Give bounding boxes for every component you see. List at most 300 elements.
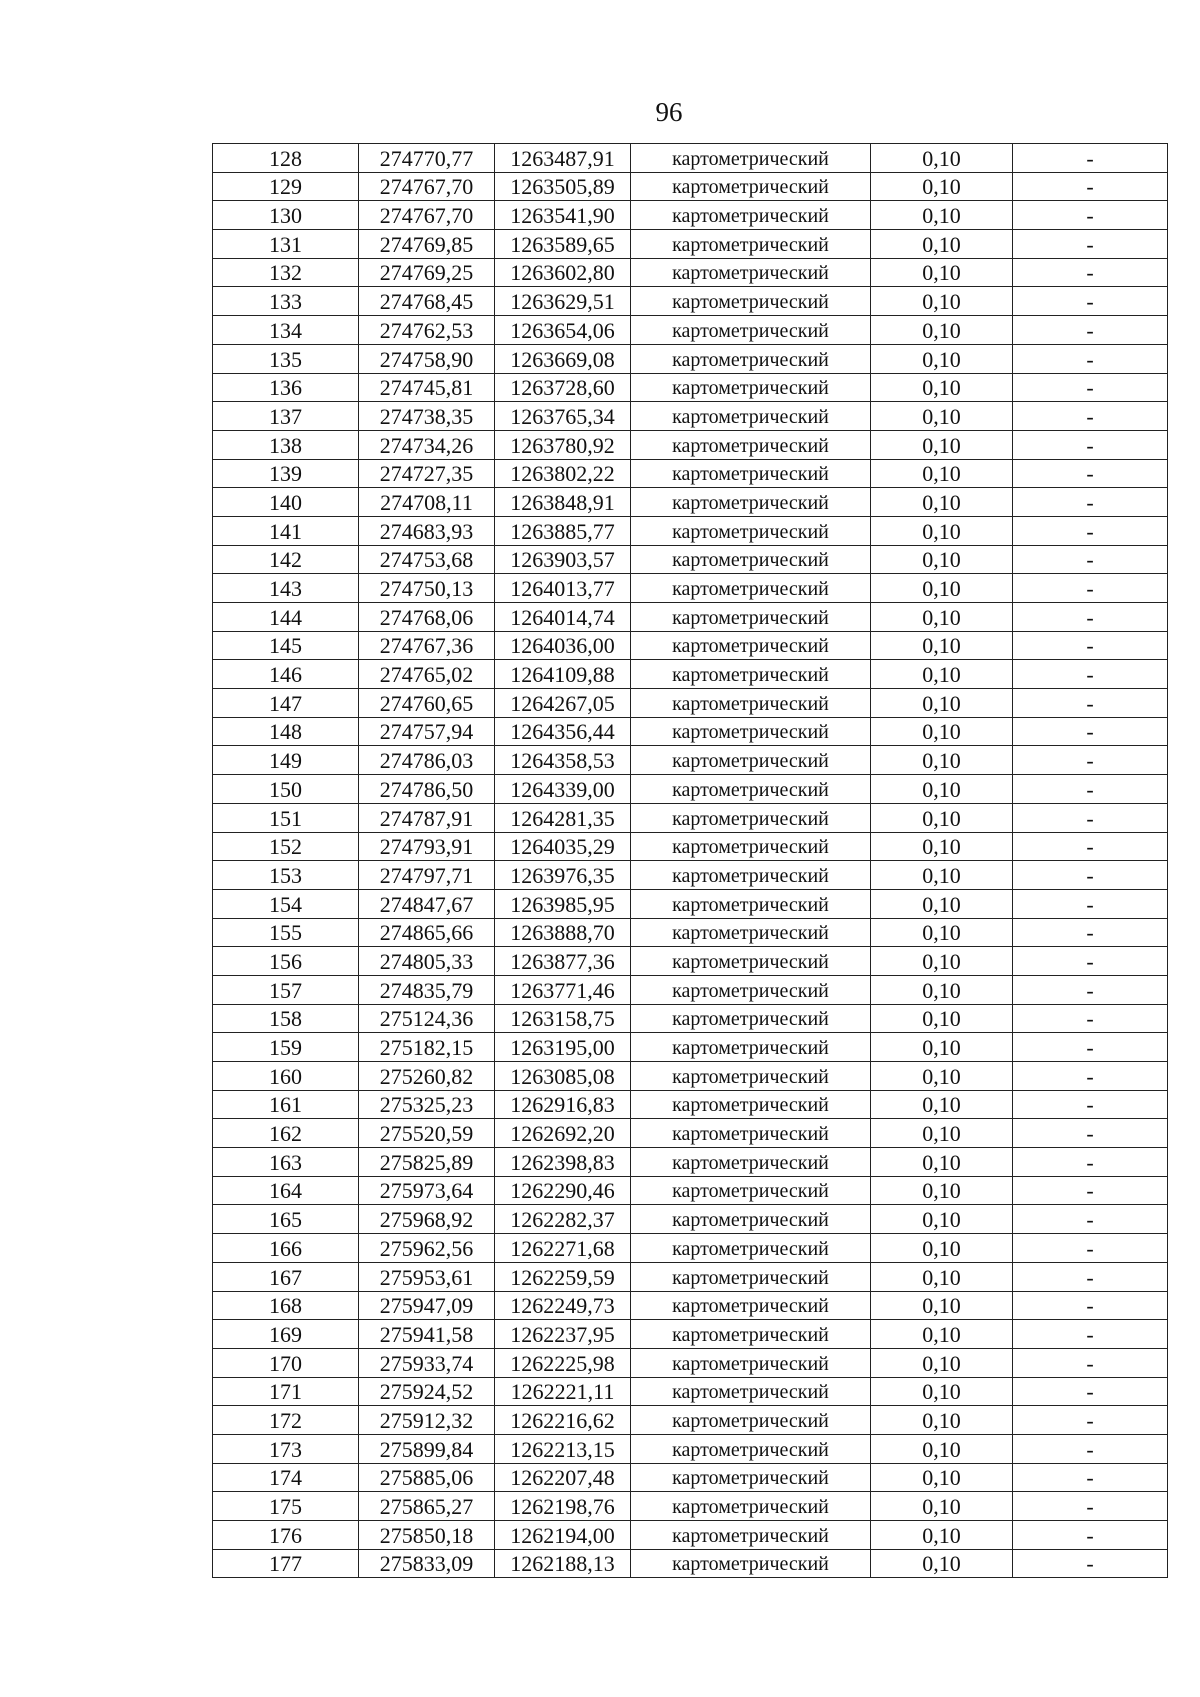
y-coordinate-cell: 1263654,06 xyxy=(495,316,631,345)
accuracy-cell: 0,10 xyxy=(871,287,1013,316)
point-number-cell: 158 xyxy=(213,1004,359,1033)
method-cell: картометрический xyxy=(631,603,871,632)
x-coordinate-cell: 275850,18 xyxy=(359,1521,495,1550)
accuracy-cell: 0,10 xyxy=(871,488,1013,517)
note-cell: - xyxy=(1013,1234,1168,1263)
table-row xyxy=(213,1291,1168,1320)
method-cell: картометрический xyxy=(631,803,871,832)
y-coordinate-cell: 1262916,83 xyxy=(495,1090,631,1119)
y-coordinate-cell: 1263877,36 xyxy=(495,947,631,976)
method-cell: картометрический xyxy=(631,1004,871,1033)
y-coordinate-cell: 1263976,35 xyxy=(495,861,631,890)
table-row xyxy=(213,1004,1168,1033)
y-coordinate-cell: 1264281,35 xyxy=(495,803,631,832)
note-cell: - xyxy=(1013,1262,1168,1291)
method-cell: картометрический xyxy=(631,1377,871,1406)
x-coordinate-cell: 274847,67 xyxy=(359,889,495,918)
note-cell: - xyxy=(1013,947,1168,976)
x-coordinate-cell: 274865,66 xyxy=(359,918,495,947)
method-cell: картометрический xyxy=(631,861,871,890)
note-cell: - xyxy=(1013,1492,1168,1521)
note-cell: - xyxy=(1013,344,1168,373)
method-cell: картометрический xyxy=(631,717,871,746)
note-cell: - xyxy=(1013,574,1168,603)
y-coordinate-cell: 1264267,05 xyxy=(495,689,631,718)
method-cell: картометрический xyxy=(631,316,871,345)
method-cell: картометрический xyxy=(631,344,871,373)
note-cell: - xyxy=(1013,402,1168,431)
note-cell: - xyxy=(1013,316,1168,345)
note-cell: - xyxy=(1013,430,1168,459)
note-cell: - xyxy=(1013,746,1168,775)
method-cell: картометрический xyxy=(631,144,871,173)
x-coordinate-cell: 274767,70 xyxy=(359,172,495,201)
point-number-cell: 172 xyxy=(213,1406,359,1435)
method-cell: картометрический xyxy=(631,1434,871,1463)
note-cell: - xyxy=(1013,717,1168,746)
point-number-cell: 175 xyxy=(213,1492,359,1521)
accuracy-cell: 0,10 xyxy=(871,689,1013,718)
note-cell: - xyxy=(1013,1205,1168,1234)
note-cell: - xyxy=(1013,1176,1168,1205)
y-coordinate-cell: 1262198,76 xyxy=(495,1492,631,1521)
point-number-cell: 167 xyxy=(213,1262,359,1291)
x-coordinate-cell: 275124,36 xyxy=(359,1004,495,1033)
note-cell: - xyxy=(1013,144,1168,173)
x-coordinate-cell: 274787,91 xyxy=(359,803,495,832)
point-number-cell: 156 xyxy=(213,947,359,976)
accuracy-cell: 0,10 xyxy=(871,717,1013,746)
method-cell: картометрический xyxy=(631,1492,871,1521)
table-row xyxy=(213,1176,1168,1205)
y-coordinate-cell: 1263780,92 xyxy=(495,430,631,459)
y-coordinate-cell: 1264358,53 xyxy=(495,746,631,775)
table-row xyxy=(213,1463,1168,1492)
method-cell: картометрический xyxy=(631,287,871,316)
point-number-cell: 170 xyxy=(213,1348,359,1377)
table-row xyxy=(213,1521,1168,1550)
point-number-cell: 159 xyxy=(213,1033,359,1062)
table-row xyxy=(213,918,1168,947)
point-number-cell: 151 xyxy=(213,803,359,832)
y-coordinate-cell: 1263085,08 xyxy=(495,1062,631,1091)
method-cell: картометрический xyxy=(631,660,871,689)
accuracy-cell: 0,10 xyxy=(871,1348,1013,1377)
accuracy-cell: 0,10 xyxy=(871,889,1013,918)
y-coordinate-cell: 1263903,57 xyxy=(495,545,631,574)
accuracy-cell: 0,10 xyxy=(871,172,1013,201)
point-number-cell: 133 xyxy=(213,287,359,316)
accuracy-cell: 0,10 xyxy=(871,545,1013,574)
note-cell: - xyxy=(1013,545,1168,574)
note-cell: - xyxy=(1013,775,1168,804)
x-coordinate-cell: 274767,70 xyxy=(359,201,495,230)
method-cell: картометрический xyxy=(631,1176,871,1205)
y-coordinate-cell: 1263541,90 xyxy=(495,201,631,230)
table-row xyxy=(213,1062,1168,1091)
note-cell: - xyxy=(1013,459,1168,488)
accuracy-cell: 0,10 xyxy=(871,1090,1013,1119)
x-coordinate-cell: 274767,36 xyxy=(359,631,495,660)
method-cell: картометрический xyxy=(631,402,871,431)
table-row xyxy=(213,344,1168,373)
x-coordinate-cell: 275899,84 xyxy=(359,1434,495,1463)
method-cell: картометрический xyxy=(631,230,871,259)
point-number-cell: 148 xyxy=(213,717,359,746)
method-cell: картометрический xyxy=(631,172,871,201)
x-coordinate-cell: 275941,58 xyxy=(359,1320,495,1349)
method-cell: картометрический xyxy=(631,889,871,918)
note-cell: - xyxy=(1013,488,1168,517)
accuracy-cell: 0,10 xyxy=(871,660,1013,689)
point-number-cell: 168 xyxy=(213,1291,359,1320)
x-coordinate-cell: 274768,45 xyxy=(359,287,495,316)
x-coordinate-cell: 275825,89 xyxy=(359,1148,495,1177)
method-cell: картометрический xyxy=(631,545,871,574)
x-coordinate-cell: 274793,91 xyxy=(359,832,495,861)
point-number-cell: 169 xyxy=(213,1320,359,1349)
point-number-cell: 150 xyxy=(213,775,359,804)
y-coordinate-cell: 1263487,91 xyxy=(495,144,631,173)
note-cell: - xyxy=(1013,1406,1168,1435)
accuracy-cell: 0,10 xyxy=(871,316,1013,345)
y-coordinate-cell: 1263589,65 xyxy=(495,230,631,259)
method-cell: картометрический xyxy=(631,1521,871,1550)
note-cell: - xyxy=(1013,889,1168,918)
point-number-cell: 166 xyxy=(213,1234,359,1263)
table-row xyxy=(213,459,1168,488)
point-number-cell: 149 xyxy=(213,746,359,775)
note-cell: - xyxy=(1013,1291,1168,1320)
note-cell: - xyxy=(1013,516,1168,545)
accuracy-cell: 0,10 xyxy=(871,1521,1013,1550)
method-cell: картометрический xyxy=(631,947,871,976)
note-cell: - xyxy=(1013,832,1168,861)
y-coordinate-cell: 1263505,89 xyxy=(495,172,631,201)
accuracy-cell: 0,10 xyxy=(871,861,1013,890)
point-number-cell: 137 xyxy=(213,402,359,431)
x-coordinate-cell: 274727,35 xyxy=(359,459,495,488)
accuracy-cell: 0,10 xyxy=(871,947,1013,976)
y-coordinate-cell: 1262249,73 xyxy=(495,1291,631,1320)
table-row xyxy=(213,775,1168,804)
table-row xyxy=(213,516,1168,545)
table-row xyxy=(213,1234,1168,1263)
y-coordinate-cell: 1263888,70 xyxy=(495,918,631,947)
y-coordinate-cell: 1262290,46 xyxy=(495,1176,631,1205)
accuracy-cell: 0,10 xyxy=(871,373,1013,402)
table-row xyxy=(213,201,1168,230)
table-row xyxy=(213,316,1168,345)
table-row xyxy=(213,1119,1168,1148)
table-row xyxy=(213,258,1168,287)
note-cell: - xyxy=(1013,1377,1168,1406)
method-cell: картометрический xyxy=(631,201,871,230)
accuracy-cell: 0,10 xyxy=(871,631,1013,660)
point-number-cell: 139 xyxy=(213,459,359,488)
x-coordinate-cell: 275973,64 xyxy=(359,1176,495,1205)
y-coordinate-cell: 1262692,20 xyxy=(495,1119,631,1148)
y-coordinate-cell: 1262398,83 xyxy=(495,1148,631,1177)
point-number-cell: 154 xyxy=(213,889,359,918)
x-coordinate-cell: 275885,06 xyxy=(359,1463,495,1492)
note-cell: - xyxy=(1013,975,1168,1004)
note-cell: - xyxy=(1013,172,1168,201)
x-coordinate-cell: 274770,77 xyxy=(359,144,495,173)
table-row xyxy=(213,1377,1168,1406)
x-coordinate-cell: 274760,65 xyxy=(359,689,495,718)
x-coordinate-cell: 274786,03 xyxy=(359,746,495,775)
accuracy-cell: 0,10 xyxy=(871,1205,1013,1234)
accuracy-cell: 0,10 xyxy=(871,975,1013,1004)
y-coordinate-cell: 1264339,00 xyxy=(495,775,631,804)
point-number-cell: 129 xyxy=(213,172,359,201)
y-coordinate-cell: 1264014,74 xyxy=(495,603,631,632)
method-cell: картометрический xyxy=(631,1062,871,1091)
method-cell: картометрический xyxy=(631,1291,871,1320)
method-cell: картометрический xyxy=(631,459,871,488)
table-row xyxy=(213,144,1168,173)
x-coordinate-cell: 275833,09 xyxy=(359,1549,495,1578)
x-coordinate-cell: 274805,33 xyxy=(359,947,495,976)
note-cell: - xyxy=(1013,861,1168,890)
method-cell: картометрический xyxy=(631,574,871,603)
note-cell: - xyxy=(1013,287,1168,316)
table-row xyxy=(213,803,1168,832)
coordinates-table-body xyxy=(213,144,1168,1578)
x-coordinate-cell: 274753,68 xyxy=(359,545,495,574)
point-number-cell: 164 xyxy=(213,1176,359,1205)
point-number-cell: 177 xyxy=(213,1549,359,1578)
accuracy-cell: 0,10 xyxy=(871,1320,1013,1349)
x-coordinate-cell: 274750,13 xyxy=(359,574,495,603)
note-cell: - xyxy=(1013,1549,1168,1578)
note-cell: - xyxy=(1013,660,1168,689)
y-coordinate-cell: 1263848,91 xyxy=(495,488,631,517)
point-number-cell: 135 xyxy=(213,344,359,373)
method-cell: картометрический xyxy=(631,1320,871,1349)
y-coordinate-cell: 1263985,95 xyxy=(495,889,631,918)
x-coordinate-cell: 274758,90 xyxy=(359,344,495,373)
table-row xyxy=(213,603,1168,632)
x-coordinate-cell: 275260,82 xyxy=(359,1062,495,1091)
accuracy-cell: 0,10 xyxy=(871,1549,1013,1578)
x-coordinate-cell: 274757,94 xyxy=(359,717,495,746)
table-row xyxy=(213,1348,1168,1377)
y-coordinate-cell: 1262221,11 xyxy=(495,1377,631,1406)
y-coordinate-cell: 1262237,95 xyxy=(495,1320,631,1349)
method-cell: картометрический xyxy=(631,1119,871,1148)
note-cell: - xyxy=(1013,258,1168,287)
y-coordinate-cell: 1263885,77 xyxy=(495,516,631,545)
accuracy-cell: 0,10 xyxy=(871,1492,1013,1521)
x-coordinate-cell: 275947,09 xyxy=(359,1291,495,1320)
y-coordinate-cell: 1262213,15 xyxy=(495,1434,631,1463)
table-row xyxy=(213,1148,1168,1177)
y-coordinate-cell: 1263629,51 xyxy=(495,287,631,316)
point-number-cell: 143 xyxy=(213,574,359,603)
note-cell: - xyxy=(1013,230,1168,259)
point-number-cell: 136 xyxy=(213,373,359,402)
y-coordinate-cell: 1264036,00 xyxy=(495,631,631,660)
table-row xyxy=(213,717,1168,746)
point-number-cell: 155 xyxy=(213,918,359,947)
note-cell: - xyxy=(1013,1119,1168,1148)
x-coordinate-cell: 274768,06 xyxy=(359,603,495,632)
x-coordinate-cell: 274797,71 xyxy=(359,861,495,890)
table-row xyxy=(213,373,1168,402)
table-row xyxy=(213,947,1168,976)
accuracy-cell: 0,10 xyxy=(871,1406,1013,1435)
y-coordinate-cell: 1263765,34 xyxy=(495,402,631,431)
accuracy-cell: 0,10 xyxy=(871,1004,1013,1033)
accuracy-cell: 0,10 xyxy=(871,1291,1013,1320)
accuracy-cell: 0,10 xyxy=(871,144,1013,173)
y-coordinate-cell: 1262194,00 xyxy=(495,1521,631,1550)
note-cell: - xyxy=(1013,1062,1168,1091)
table-row xyxy=(213,1406,1168,1435)
accuracy-cell: 0,10 xyxy=(871,402,1013,431)
table-row xyxy=(213,975,1168,1004)
accuracy-cell: 0,10 xyxy=(871,1262,1013,1291)
table-row xyxy=(213,1262,1168,1291)
accuracy-cell: 0,10 xyxy=(871,832,1013,861)
x-coordinate-cell: 274769,25 xyxy=(359,258,495,287)
y-coordinate-cell: 1263195,00 xyxy=(495,1033,631,1062)
y-coordinate-cell: 1264013,77 xyxy=(495,574,631,603)
point-number-cell: 152 xyxy=(213,832,359,861)
y-coordinate-cell: 1262216,62 xyxy=(495,1406,631,1435)
table-row xyxy=(213,689,1168,718)
accuracy-cell: 0,10 xyxy=(871,258,1013,287)
x-coordinate-cell: 274738,35 xyxy=(359,402,495,431)
table-row xyxy=(213,631,1168,660)
method-cell: картометрический xyxy=(631,1234,871,1263)
accuracy-cell: 0,10 xyxy=(871,430,1013,459)
method-cell: картометрический xyxy=(631,1463,871,1492)
table-row xyxy=(213,1492,1168,1521)
note-cell: - xyxy=(1013,1320,1168,1349)
accuracy-cell: 0,10 xyxy=(871,201,1013,230)
point-number-cell: 146 xyxy=(213,660,359,689)
table-row xyxy=(213,861,1168,890)
table-row xyxy=(213,488,1168,517)
point-number-cell: 128 xyxy=(213,144,359,173)
table-row xyxy=(213,1205,1168,1234)
note-cell: - xyxy=(1013,803,1168,832)
table-row xyxy=(213,287,1168,316)
accuracy-cell: 0,10 xyxy=(871,1033,1013,1062)
point-number-cell: 160 xyxy=(213,1062,359,1091)
x-coordinate-cell: 274745,81 xyxy=(359,373,495,402)
method-cell: картометрический xyxy=(631,1262,871,1291)
point-number-cell: 142 xyxy=(213,545,359,574)
note-cell: - xyxy=(1013,1090,1168,1119)
point-number-cell: 138 xyxy=(213,430,359,459)
accuracy-cell: 0,10 xyxy=(871,230,1013,259)
method-cell: картометрический xyxy=(631,1205,871,1234)
note-cell: - xyxy=(1013,918,1168,947)
method-cell: картометрический xyxy=(631,775,871,804)
table-row xyxy=(213,172,1168,201)
method-cell: картометрический xyxy=(631,373,871,402)
point-number-cell: 131 xyxy=(213,230,359,259)
y-coordinate-cell: 1263802,22 xyxy=(495,459,631,488)
y-coordinate-cell: 1263158,75 xyxy=(495,1004,631,1033)
x-coordinate-cell: 275912,32 xyxy=(359,1406,495,1435)
x-coordinate-cell: 274769,85 xyxy=(359,230,495,259)
accuracy-cell: 0,10 xyxy=(871,1062,1013,1091)
accuracy-cell: 0,10 xyxy=(871,459,1013,488)
table-row xyxy=(213,1320,1168,1349)
accuracy-cell: 0,10 xyxy=(871,603,1013,632)
table-row xyxy=(213,1434,1168,1463)
note-cell: - xyxy=(1013,1463,1168,1492)
x-coordinate-cell: 274835,79 xyxy=(359,975,495,1004)
method-cell: картометрический xyxy=(631,746,871,775)
point-number-cell: 130 xyxy=(213,201,359,230)
table-row xyxy=(213,574,1168,603)
x-coordinate-cell: 275182,15 xyxy=(359,1033,495,1062)
table-row xyxy=(213,889,1168,918)
y-coordinate-cell: 1264356,44 xyxy=(495,717,631,746)
accuracy-cell: 0,10 xyxy=(871,746,1013,775)
method-cell: картометрический xyxy=(631,918,871,947)
accuracy-cell: 0,10 xyxy=(871,1377,1013,1406)
accuracy-cell: 0,10 xyxy=(871,1234,1013,1263)
point-number-cell: 176 xyxy=(213,1521,359,1550)
accuracy-cell: 0,10 xyxy=(871,516,1013,545)
table-row xyxy=(213,746,1168,775)
point-number-cell: 163 xyxy=(213,1148,359,1177)
x-coordinate-cell: 274708,11 xyxy=(359,488,495,517)
accuracy-cell: 0,10 xyxy=(871,1434,1013,1463)
note-cell: - xyxy=(1013,1033,1168,1062)
note-cell: - xyxy=(1013,1148,1168,1177)
method-cell: картометрический xyxy=(631,488,871,517)
note-cell: - xyxy=(1013,373,1168,402)
point-number-cell: 141 xyxy=(213,516,359,545)
x-coordinate-cell: 275968,92 xyxy=(359,1205,495,1234)
x-coordinate-cell: 274786,50 xyxy=(359,775,495,804)
accuracy-cell: 0,10 xyxy=(871,803,1013,832)
coordinates-table xyxy=(212,143,1168,1578)
accuracy-cell: 0,10 xyxy=(871,1463,1013,1492)
y-coordinate-cell: 1263728,60 xyxy=(495,373,631,402)
point-number-cell: 132 xyxy=(213,258,359,287)
point-number-cell: 171 xyxy=(213,1377,359,1406)
method-cell: картометрический xyxy=(631,975,871,1004)
method-cell: картометрический xyxy=(631,1406,871,1435)
method-cell: картометрический xyxy=(631,516,871,545)
note-cell: - xyxy=(1013,201,1168,230)
y-coordinate-cell: 1262259,59 xyxy=(495,1262,631,1291)
x-coordinate-cell: 275953,61 xyxy=(359,1262,495,1291)
x-coordinate-cell: 275865,27 xyxy=(359,1492,495,1521)
accuracy-cell: 0,10 xyxy=(871,344,1013,373)
method-cell: картометрический xyxy=(631,631,871,660)
method-cell: картометрический xyxy=(631,1348,871,1377)
page-number: 96 xyxy=(655,97,683,127)
table-row xyxy=(213,1090,1168,1119)
note-cell: - xyxy=(1013,1521,1168,1550)
method-cell: картометрический xyxy=(631,689,871,718)
x-coordinate-cell: 274765,02 xyxy=(359,660,495,689)
x-coordinate-cell: 275924,52 xyxy=(359,1377,495,1406)
y-coordinate-cell: 1262271,68 xyxy=(495,1234,631,1263)
note-cell: - xyxy=(1013,1004,1168,1033)
y-coordinate-cell: 1263602,80 xyxy=(495,258,631,287)
